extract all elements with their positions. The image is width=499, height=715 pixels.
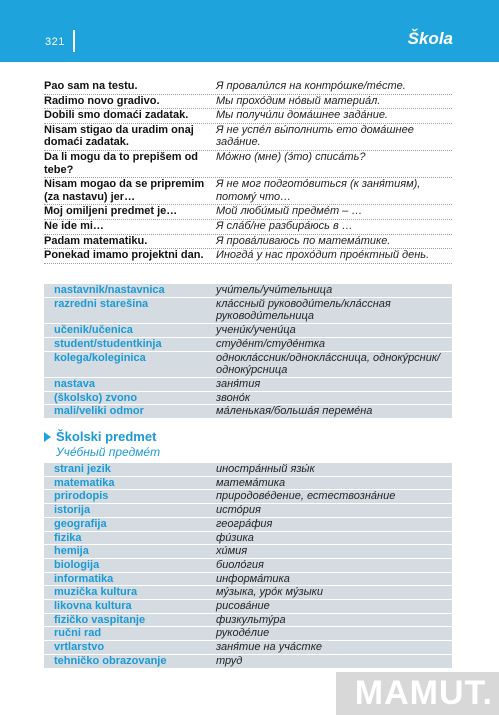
term-russian: геогра́фия: [216, 517, 273, 530]
term-russian: фи́зика: [216, 531, 254, 544]
term-russian: студе́нт/студе́нтка: [216, 337, 326, 350]
vocab-row: [44, 284, 452, 298]
vocab-row: [44, 518, 452, 532]
term-serbian: prirodopis: [54, 490, 109, 503]
term-serbian: ručni rad: [54, 627, 102, 640]
term-russian: труд: [216, 654, 243, 667]
term-serbian: Pao sam na testu.: [44, 80, 138, 92]
term-russian: матема́тика: [216, 476, 286, 489]
vocab-row: [44, 655, 452, 668]
term-serbian: strani jezik: [54, 463, 111, 475]
term-russian: Я не мог подгото́виться (к заня́тиям), потому́ что…: [216, 178, 421, 203]
vocab-row: [44, 600, 452, 614]
vocab-row: [44, 338, 452, 352]
term-russian: Мы получи́ли дома́шнее зада́ние.: [216, 109, 388, 122]
term-serbian: nastava: [54, 377, 95, 390]
term-serbian: istorija: [54, 504, 91, 517]
term-serbian: Nisam stigao da uradim onaj domaći zadatak.: [44, 123, 194, 149]
vocab-row: [44, 545, 452, 559]
term-serbian: muzička kultura: [54, 586, 138, 599]
page-header: [0, 0, 499, 62]
term-serbian: Ponekad imamo projektni dan.: [44, 249, 204, 262]
term-serbian: tehničko obrazovanje: [54, 654, 167, 667]
term-serbian: Dobili smo domaći zadatak.: [44, 109, 189, 122]
term-serbian: fizičko vaspitanje: [54, 613, 146, 626]
term-russian: исто́рия: [216, 504, 261, 517]
term-russian: му́зыка, уро́к му́зыки: [216, 586, 323, 599]
watermark-logo: MAMUT.: [336, 672, 499, 715]
term-russian: звоно́к: [216, 391, 251, 404]
vocab-table-subjects: [44, 463, 452, 668]
vocab-row: [44, 559, 452, 573]
term-serbian: biologija: [54, 558, 100, 571]
vocab-row: [44, 532, 452, 546]
term-russian: однокла́ссник/однокла́ссница, однокýрсник/однокýрсница: [216, 351, 441, 377]
term-serbian: učenik/učenica: [54, 324, 133, 337]
phrase-row: [44, 109, 452, 124]
term-russian: Мы прохо́дим но́вый материа́л.: [216, 94, 381, 107]
term-serbian: fizika: [54, 531, 82, 544]
vocab-row: [44, 463, 452, 477]
phrase-table: [44, 80, 452, 264]
term-russian: Мо́жно (мне) (э́то) списа́ть?: [216, 150, 366, 163]
term-serbian: Da li mogu da to prepišem od tebe?: [44, 150, 199, 176]
term-serbian: Radimo novo gradivo.: [44, 94, 160, 107]
term-russian: физкульту́ра: [216, 613, 286, 626]
phrase-row: [44, 249, 452, 264]
term-russian: рукоде́лие: [216, 627, 270, 640]
term-serbian: nastavnik/nastavnica: [54, 284, 165, 296]
term-russian: заня́тие на уча́стке: [216, 641, 323, 654]
term-russian: Я сла́б/не разбира́юсь в …: [216, 219, 353, 232]
term-serbian: razredni starešina: [54, 297, 149, 310]
phrase-row: [44, 205, 452, 220]
vocab-row: [44, 477, 452, 491]
term-serbian: hemija: [54, 545, 89, 558]
term-russian: заня́тия: [216, 377, 261, 390]
term-russian: ма́ленькая/больша́я переме́на: [216, 405, 373, 418]
term-russian: учени́к/учени́ца: [216, 324, 296, 337]
term-russian: Иногда́ у нас прохо́дит прое́ктный день.: [216, 249, 430, 262]
term-serbian: mali/veliki odmor: [54, 405, 144, 418]
vocab-row: [44, 298, 452, 324]
term-serbian: Nisam mogao da se pripremim (za nastavu) jer…: [44, 178, 205, 203]
vocab-row: [44, 405, 452, 418]
term-serbian: (školsko) zvono: [54, 391, 138, 404]
subject-heading-title: Školski predmet: [56, 429, 157, 444]
vocab-row: [44, 627, 452, 641]
vocab-row: [44, 614, 452, 628]
term-russian: Я не успе́л вы́полнить ето дома́шнее зада́ние.: [216, 123, 414, 149]
triangle-bullet-icon: [44, 432, 51, 442]
vocab-row: [44, 641, 452, 655]
header-divider: [73, 30, 75, 52]
term-serbian: geografija: [54, 517, 107, 530]
term-russian: хи́мия: [216, 545, 248, 558]
term-serbian: Ne ide mi…: [44, 219, 104, 232]
term-serbian: matematika: [54, 476, 115, 489]
term-serbian: vrtlarstvo: [54, 641, 105, 654]
vocab-row: [44, 490, 452, 504]
term-serbian: kolega/koleginica: [54, 351, 146, 364]
term-serbian: student/studentkinja: [54, 337, 162, 350]
vocab-row: [44, 324, 452, 338]
term-serbian: likovna kultura: [54, 600, 132, 613]
vocab-row: [44, 392, 452, 406]
term-russian: рисова́ние: [216, 600, 270, 613]
vocab-table-people: [44, 284, 452, 418]
phrase-row: [44, 151, 452, 178]
term-russian: учи́тель/учи́тельница: [216, 284, 333, 296]
term-russian: кла́ссный руководи́тель/кла́ссная руководи́тельница: [216, 297, 391, 323]
vocab-row: [44, 378, 452, 392]
term-russian: Мой люби́мый предме́т – …: [216, 205, 363, 218]
term-serbian: Moj omiljeni predmet je…: [44, 205, 178, 218]
section-title: Škola: [407, 29, 453, 48]
vocab-row: [44, 352, 452, 378]
term-russian: природове́дение, естествозна́ние: [216, 490, 396, 503]
term-serbian: informatika: [54, 572, 114, 585]
phrase-row: [44, 95, 452, 110]
term-russian: Я провали́лся на контро́шке/те́сте.: [216, 80, 406, 92]
vocab-row: [44, 504, 452, 518]
phrase-row: [44, 178, 452, 205]
page-number: 321: [45, 36, 65, 48]
term-serbian: Padam matematiku.: [44, 234, 148, 247]
phrase-row: [44, 80, 452, 95]
term-russian: иностра́нный язы́к: [216, 463, 315, 475]
phrase-row: [44, 124, 452, 151]
phrase-row: [44, 220, 452, 235]
vocab-row: [44, 586, 452, 600]
vocab-row: [44, 573, 452, 587]
phrase-row: [44, 235, 452, 250]
term-russian: Я прова́ливаюсь по матема́тике.: [216, 234, 391, 247]
term-russian: информа́тика: [216, 572, 290, 585]
term-russian: биоло́гия: [216, 558, 264, 571]
subject-heading-subtitle: Уче́бный предме́т: [56, 445, 161, 459]
